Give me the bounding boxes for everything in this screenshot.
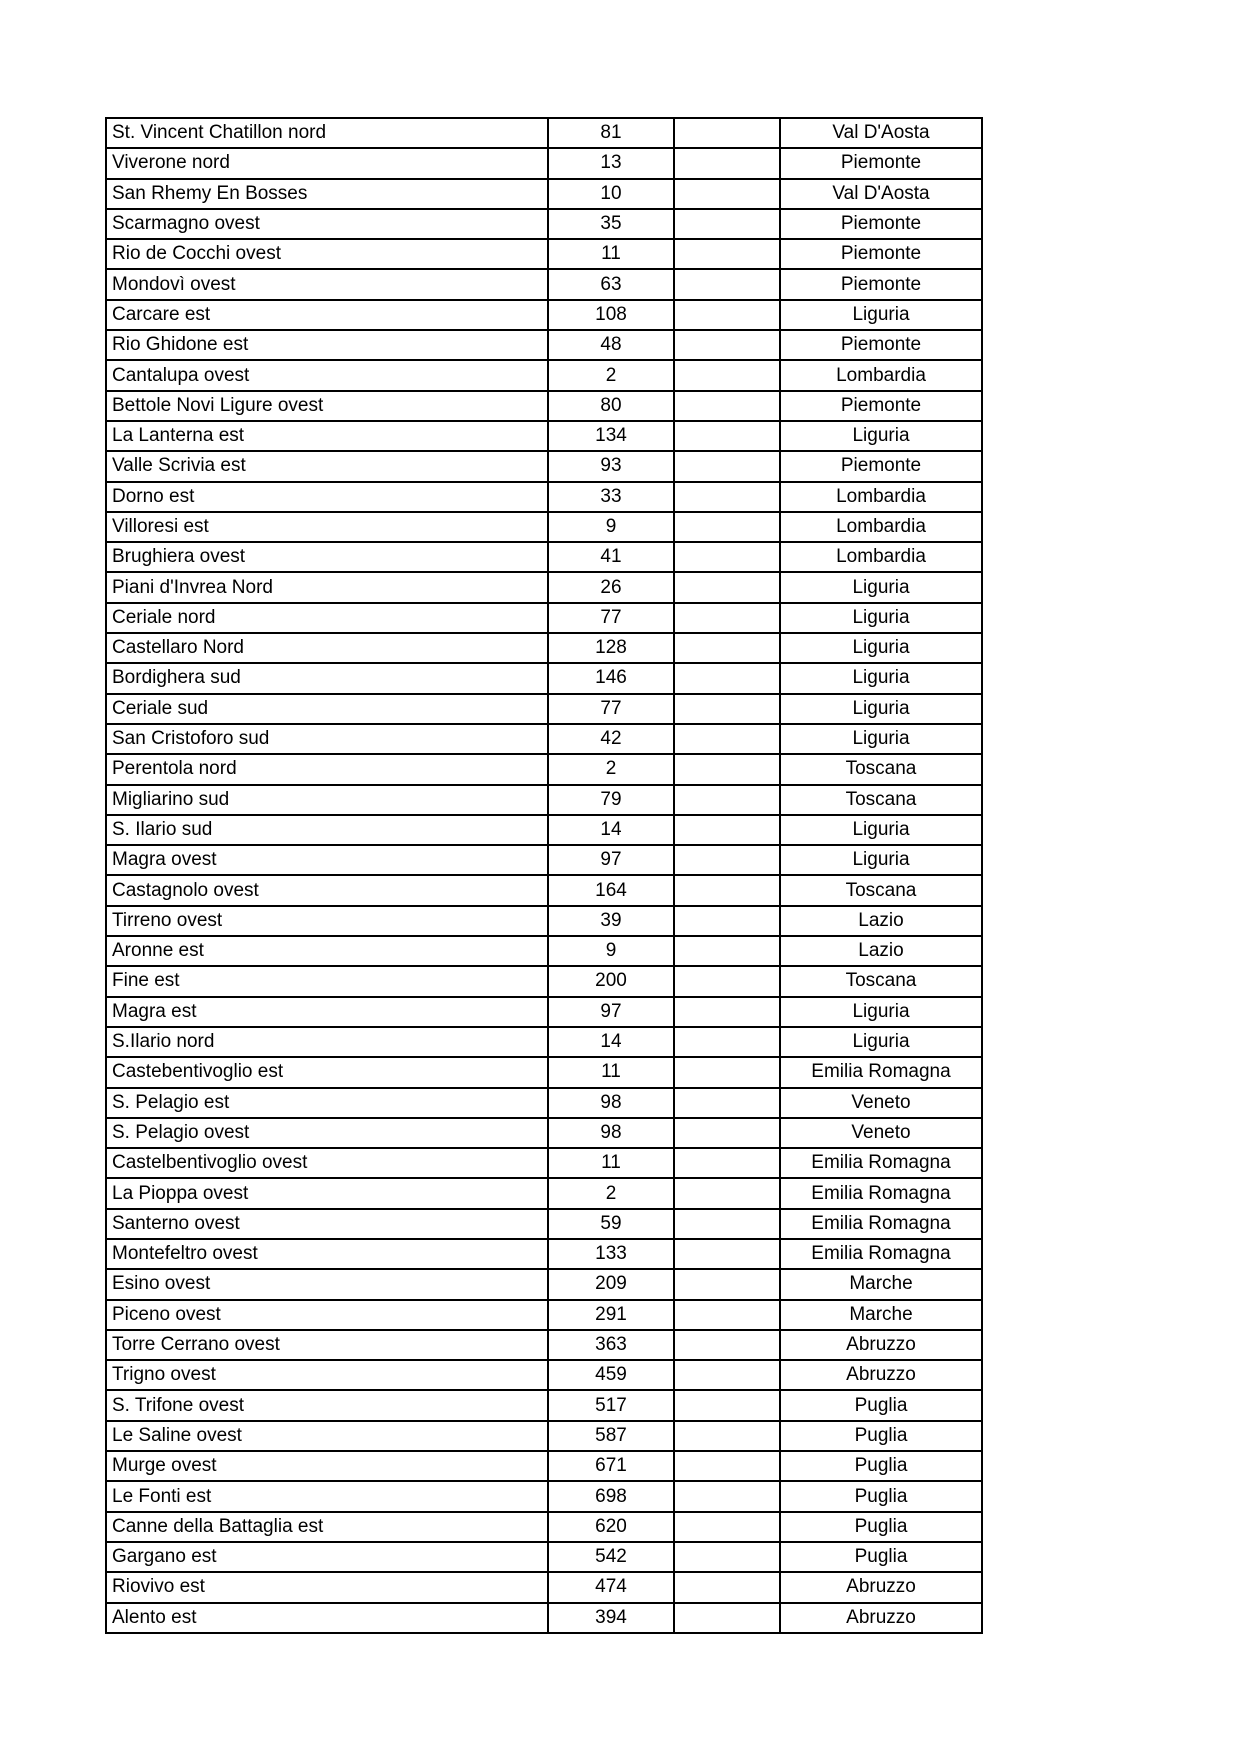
cell-name: Le Fonti est (106, 1481, 548, 1511)
table-row (106, 209, 982, 239)
cell-empty (674, 1209, 780, 1239)
cell-region: Puglia (780, 1421, 982, 1451)
table-row (106, 754, 982, 784)
cell-region: Lazio (780, 906, 982, 936)
table-row (106, 845, 982, 875)
table-row (106, 512, 982, 542)
cell-name: Bettole Novi Ligure ovest (106, 391, 548, 421)
cell-empty (674, 1300, 780, 1330)
table-row (106, 1481, 982, 1511)
cell-region: Marche (780, 1269, 982, 1299)
cell-region: Liguria (780, 603, 982, 633)
cell-empty (674, 1512, 780, 1542)
cell-name: Fine est (106, 966, 548, 996)
cell-region: Piemonte (780, 209, 982, 239)
cell-region: Lombardia (780, 360, 982, 390)
table-row (106, 906, 982, 936)
cell-region: Piemonte (780, 239, 982, 269)
cell-name: Santerno ovest (106, 1209, 548, 1239)
cell-name: La Pioppa ovest (106, 1178, 548, 1208)
table-row (106, 1057, 982, 1087)
cell-value: 42 (548, 724, 674, 754)
cell-value: 200 (548, 966, 674, 996)
cell-value: 11 (548, 1057, 674, 1087)
table-row (106, 633, 982, 663)
cell-name: Valle Scrivia est (106, 451, 548, 481)
cell-name: Castellaro Nord (106, 633, 548, 663)
table-row (106, 572, 982, 602)
cell-region: Val D'Aosta (780, 179, 982, 209)
cell-region: Abruzzo (780, 1330, 982, 1360)
cell-name: Montefeltro ovest (106, 1239, 548, 1269)
cell-value: 33 (548, 482, 674, 512)
cell-region: Val D'Aosta (780, 118, 982, 148)
cell-region: Puglia (780, 1481, 982, 1511)
table-row (106, 966, 982, 996)
cell-name: La Lanterna est (106, 421, 548, 451)
cell-region: Liguria (780, 633, 982, 663)
cell-value: 108 (548, 300, 674, 330)
cell-region: Liguria (780, 845, 982, 875)
cell-region: Marche (780, 1300, 982, 1330)
cell-value: 671 (548, 1451, 674, 1481)
cell-value: 79 (548, 785, 674, 815)
cell-empty (674, 845, 780, 875)
cell-region: Liguria (780, 300, 982, 330)
cell-value: 59 (548, 1209, 674, 1239)
cell-region: Puglia (780, 1542, 982, 1572)
cell-name: Ceriale nord (106, 603, 548, 633)
cell-region: Toscana (780, 875, 982, 905)
cell-value: 2 (548, 754, 674, 784)
cell-value: 517 (548, 1390, 674, 1420)
cell-region: Liguria (780, 724, 982, 754)
cell-name: S.Ilario nord (106, 1027, 548, 1057)
table-row (106, 1572, 982, 1602)
cell-empty (674, 1542, 780, 1572)
cell-value: 77 (548, 603, 674, 633)
cell-value: 97 (548, 845, 674, 875)
cell-region: Puglia (780, 1512, 982, 1542)
cell-empty (674, 1360, 780, 1390)
table-row (106, 936, 982, 966)
cell-region: Emilia Romagna (780, 1148, 982, 1178)
table-row (106, 1421, 982, 1451)
cell-empty (674, 451, 780, 481)
table-row (106, 1088, 982, 1118)
cell-name: Castagnolo ovest (106, 875, 548, 905)
cell-empty (674, 512, 780, 542)
cell-region: Liguria (780, 421, 982, 451)
table-row (106, 815, 982, 845)
cell-name: Bordighera sud (106, 663, 548, 693)
cell-value: 35 (548, 209, 674, 239)
cell-name: San Cristoforo sud (106, 724, 548, 754)
cell-value: 2 (548, 360, 674, 390)
cell-name: Villoresi est (106, 512, 548, 542)
table-row (106, 663, 982, 693)
table-row (106, 542, 982, 572)
cell-value: 77 (548, 694, 674, 724)
table-row (106, 1239, 982, 1269)
cell-name: Gargano est (106, 1542, 548, 1572)
cell-name: Carcare est (106, 300, 548, 330)
table-row (106, 724, 982, 754)
cell-region: Veneto (780, 1088, 982, 1118)
cell-name: Riovivo est (106, 1572, 548, 1602)
table-row (106, 269, 982, 299)
cell-region: Liguria (780, 997, 982, 1027)
cell-value: 11 (548, 239, 674, 269)
cell-value: 11 (548, 1148, 674, 1178)
cell-empty (674, 1057, 780, 1087)
cell-empty (674, 360, 780, 390)
cell-name: Rio Ghidone est (106, 330, 548, 360)
cell-name: Scarmagno ovest (106, 209, 548, 239)
cell-value: 164 (548, 875, 674, 905)
table-row (106, 1390, 982, 1420)
cell-empty (674, 815, 780, 845)
cell-empty (674, 1572, 780, 1602)
cell-value: 698 (548, 1481, 674, 1511)
table-row (106, 360, 982, 390)
cell-name: Migliarino sud (106, 785, 548, 815)
table-row (106, 1512, 982, 1542)
cell-name: Magra ovest (106, 845, 548, 875)
cell-empty (674, 330, 780, 360)
cell-region: Lombardia (780, 482, 982, 512)
cell-name: Ceriale sud (106, 694, 548, 724)
table-row (106, 997, 982, 1027)
cell-region: Puglia (780, 1451, 982, 1481)
cell-empty (674, 1178, 780, 1208)
cell-empty (674, 179, 780, 209)
cell-empty (674, 1390, 780, 1420)
table-row (106, 603, 982, 633)
cell-name: Tirreno ovest (106, 906, 548, 936)
cell-empty (674, 1239, 780, 1269)
cell-value: 41 (548, 542, 674, 572)
cell-region: Veneto (780, 1118, 982, 1148)
cell-name: S. Pelagio ovest (106, 1118, 548, 1148)
service-areas-table-body (106, 118, 982, 1633)
cell-value: 39 (548, 906, 674, 936)
cell-empty (674, 663, 780, 693)
table-row (106, 1451, 982, 1481)
cell-value: 133 (548, 1239, 674, 1269)
cell-empty (674, 875, 780, 905)
cell-empty (674, 1118, 780, 1148)
cell-empty (674, 209, 780, 239)
cell-value: 209 (548, 1269, 674, 1299)
cell-value: 98 (548, 1088, 674, 1118)
cell-empty (674, 148, 780, 178)
cell-value: 542 (548, 1542, 674, 1572)
cell-name: Perentola nord (106, 754, 548, 784)
cell-region: Piemonte (780, 269, 982, 299)
cell-name: Piani d'Invrea Nord (106, 572, 548, 602)
cell-empty (674, 603, 780, 633)
cell-empty (674, 1451, 780, 1481)
cell-region: Emilia Romagna (780, 1239, 982, 1269)
cell-value: 9 (548, 512, 674, 542)
cell-name: Canne della Battaglia est (106, 1512, 548, 1542)
cell-region: Liguria (780, 663, 982, 693)
cell-empty (674, 754, 780, 784)
cell-value: 10 (548, 179, 674, 209)
table-row (106, 391, 982, 421)
cell-empty (674, 118, 780, 148)
cell-empty (674, 572, 780, 602)
cell-value: 587 (548, 1421, 674, 1451)
cell-empty (674, 269, 780, 299)
cell-value: 14 (548, 815, 674, 845)
cell-empty (674, 724, 780, 754)
cell-region: Toscana (780, 966, 982, 996)
cell-name: Alento est (106, 1603, 548, 1633)
cell-empty (674, 482, 780, 512)
cell-name: Mondovì ovest (106, 269, 548, 299)
table-row (106, 1330, 982, 1360)
cell-region: Abruzzo (780, 1572, 982, 1602)
cell-empty (674, 1148, 780, 1178)
cell-name: Torre Cerrano ovest (106, 1330, 548, 1360)
cell-value: 63 (548, 269, 674, 299)
cell-region: Liguria (780, 1027, 982, 1057)
cell-name: Castelbentivoglio ovest (106, 1148, 548, 1178)
table-row (106, 1118, 982, 1148)
table-row (106, 875, 982, 905)
table-row (106, 1027, 982, 1057)
cell-empty (674, 1330, 780, 1360)
cell-region: Emilia Romagna (780, 1209, 982, 1239)
cell-region: Abruzzo (780, 1603, 982, 1633)
cell-region: Liguria (780, 815, 982, 845)
cell-name: Castebentivoglio est (106, 1057, 548, 1087)
table-row (106, 1209, 982, 1239)
table-row (106, 330, 982, 360)
cell-name: S. Trifone ovest (106, 1390, 548, 1420)
cell-region: Piemonte (780, 451, 982, 481)
table-row (106, 482, 982, 512)
cell-region: Abruzzo (780, 1360, 982, 1390)
cell-name: Aronne est (106, 936, 548, 966)
cell-value: 134 (548, 421, 674, 451)
table-row (106, 148, 982, 178)
table-row (106, 179, 982, 209)
table-row (106, 421, 982, 451)
cell-value: 394 (548, 1603, 674, 1633)
cell-name: Viverone nord (106, 148, 548, 178)
cell-empty (674, 966, 780, 996)
cell-region: Lazio (780, 936, 982, 966)
cell-value: 26 (548, 572, 674, 602)
cell-empty (674, 694, 780, 724)
cell-region: Liguria (780, 572, 982, 602)
cell-region: Piemonte (780, 391, 982, 421)
table-row (106, 785, 982, 815)
cell-empty (674, 1269, 780, 1299)
cell-region: Emilia Romagna (780, 1057, 982, 1087)
table-row (106, 1542, 982, 1572)
cell-value: 474 (548, 1572, 674, 1602)
cell-name: Brughiera ovest (106, 542, 548, 572)
cell-name: Trigno ovest (106, 1360, 548, 1390)
table-row (106, 118, 982, 148)
cell-empty (674, 1088, 780, 1118)
cell-value: 14 (548, 1027, 674, 1057)
cell-region: Liguria (780, 694, 982, 724)
cell-value: 9 (548, 936, 674, 966)
cell-empty (674, 785, 780, 815)
cell-name: S. Pelagio est (106, 1088, 548, 1118)
cell-name: Le Saline ovest (106, 1421, 548, 1451)
cell-empty (674, 997, 780, 1027)
cell-region: Lombardia (780, 542, 982, 572)
table-row (106, 1148, 982, 1178)
cell-empty (674, 1421, 780, 1451)
cell-region: Emilia Romagna (780, 1178, 982, 1208)
cell-empty (674, 300, 780, 330)
cell-empty (674, 936, 780, 966)
cell-name: Magra est (106, 997, 548, 1027)
cell-value: 128 (548, 633, 674, 663)
cell-value: 146 (548, 663, 674, 693)
cell-value: 98 (548, 1118, 674, 1148)
cell-value: 363 (548, 1330, 674, 1360)
cell-empty (674, 1603, 780, 1633)
cell-value: 81 (548, 118, 674, 148)
cell-region: Toscana (780, 754, 982, 784)
table-row (106, 1360, 982, 1390)
service-areas-table (105, 117, 983, 1634)
cell-region: Puglia (780, 1390, 982, 1420)
cell-value: 291 (548, 1300, 674, 1330)
cell-region: Lombardia (780, 512, 982, 542)
table-row (106, 1178, 982, 1208)
cell-empty (674, 421, 780, 451)
cell-empty (674, 906, 780, 936)
cell-name: S. Ilario sud (106, 815, 548, 845)
cell-name: Rio de Cocchi ovest (106, 239, 548, 269)
table-row (106, 239, 982, 269)
cell-empty (674, 239, 780, 269)
cell-name: Esino ovest (106, 1269, 548, 1299)
cell-value: 459 (548, 1360, 674, 1390)
cell-value: 13 (548, 148, 674, 178)
cell-name: Piceno ovest (106, 1300, 548, 1330)
cell-value: 2 (548, 1178, 674, 1208)
table-row (106, 1603, 982, 1633)
cell-name: Cantalupa ovest (106, 360, 548, 390)
table-row (106, 1269, 982, 1299)
table-row (106, 451, 982, 481)
cell-region: Toscana (780, 785, 982, 815)
cell-value: 620 (548, 1512, 674, 1542)
cell-name: St. Vincent Chatillon nord (106, 118, 548, 148)
cell-region: Piemonte (780, 330, 982, 360)
cell-empty (674, 1481, 780, 1511)
cell-region: Piemonte (780, 148, 982, 178)
cell-value: 48 (548, 330, 674, 360)
cell-empty (674, 391, 780, 421)
table-row (106, 1300, 982, 1330)
cell-value: 93 (548, 451, 674, 481)
cell-empty (674, 542, 780, 572)
cell-value: 97 (548, 997, 674, 1027)
cell-value: 80 (548, 391, 674, 421)
cell-name: Dorno est (106, 482, 548, 512)
table-row (106, 300, 982, 330)
cell-empty (674, 1027, 780, 1057)
cell-name: Murge ovest (106, 1451, 548, 1481)
cell-empty (674, 633, 780, 663)
cell-name: San Rhemy En Bosses (106, 179, 548, 209)
table-row (106, 694, 982, 724)
